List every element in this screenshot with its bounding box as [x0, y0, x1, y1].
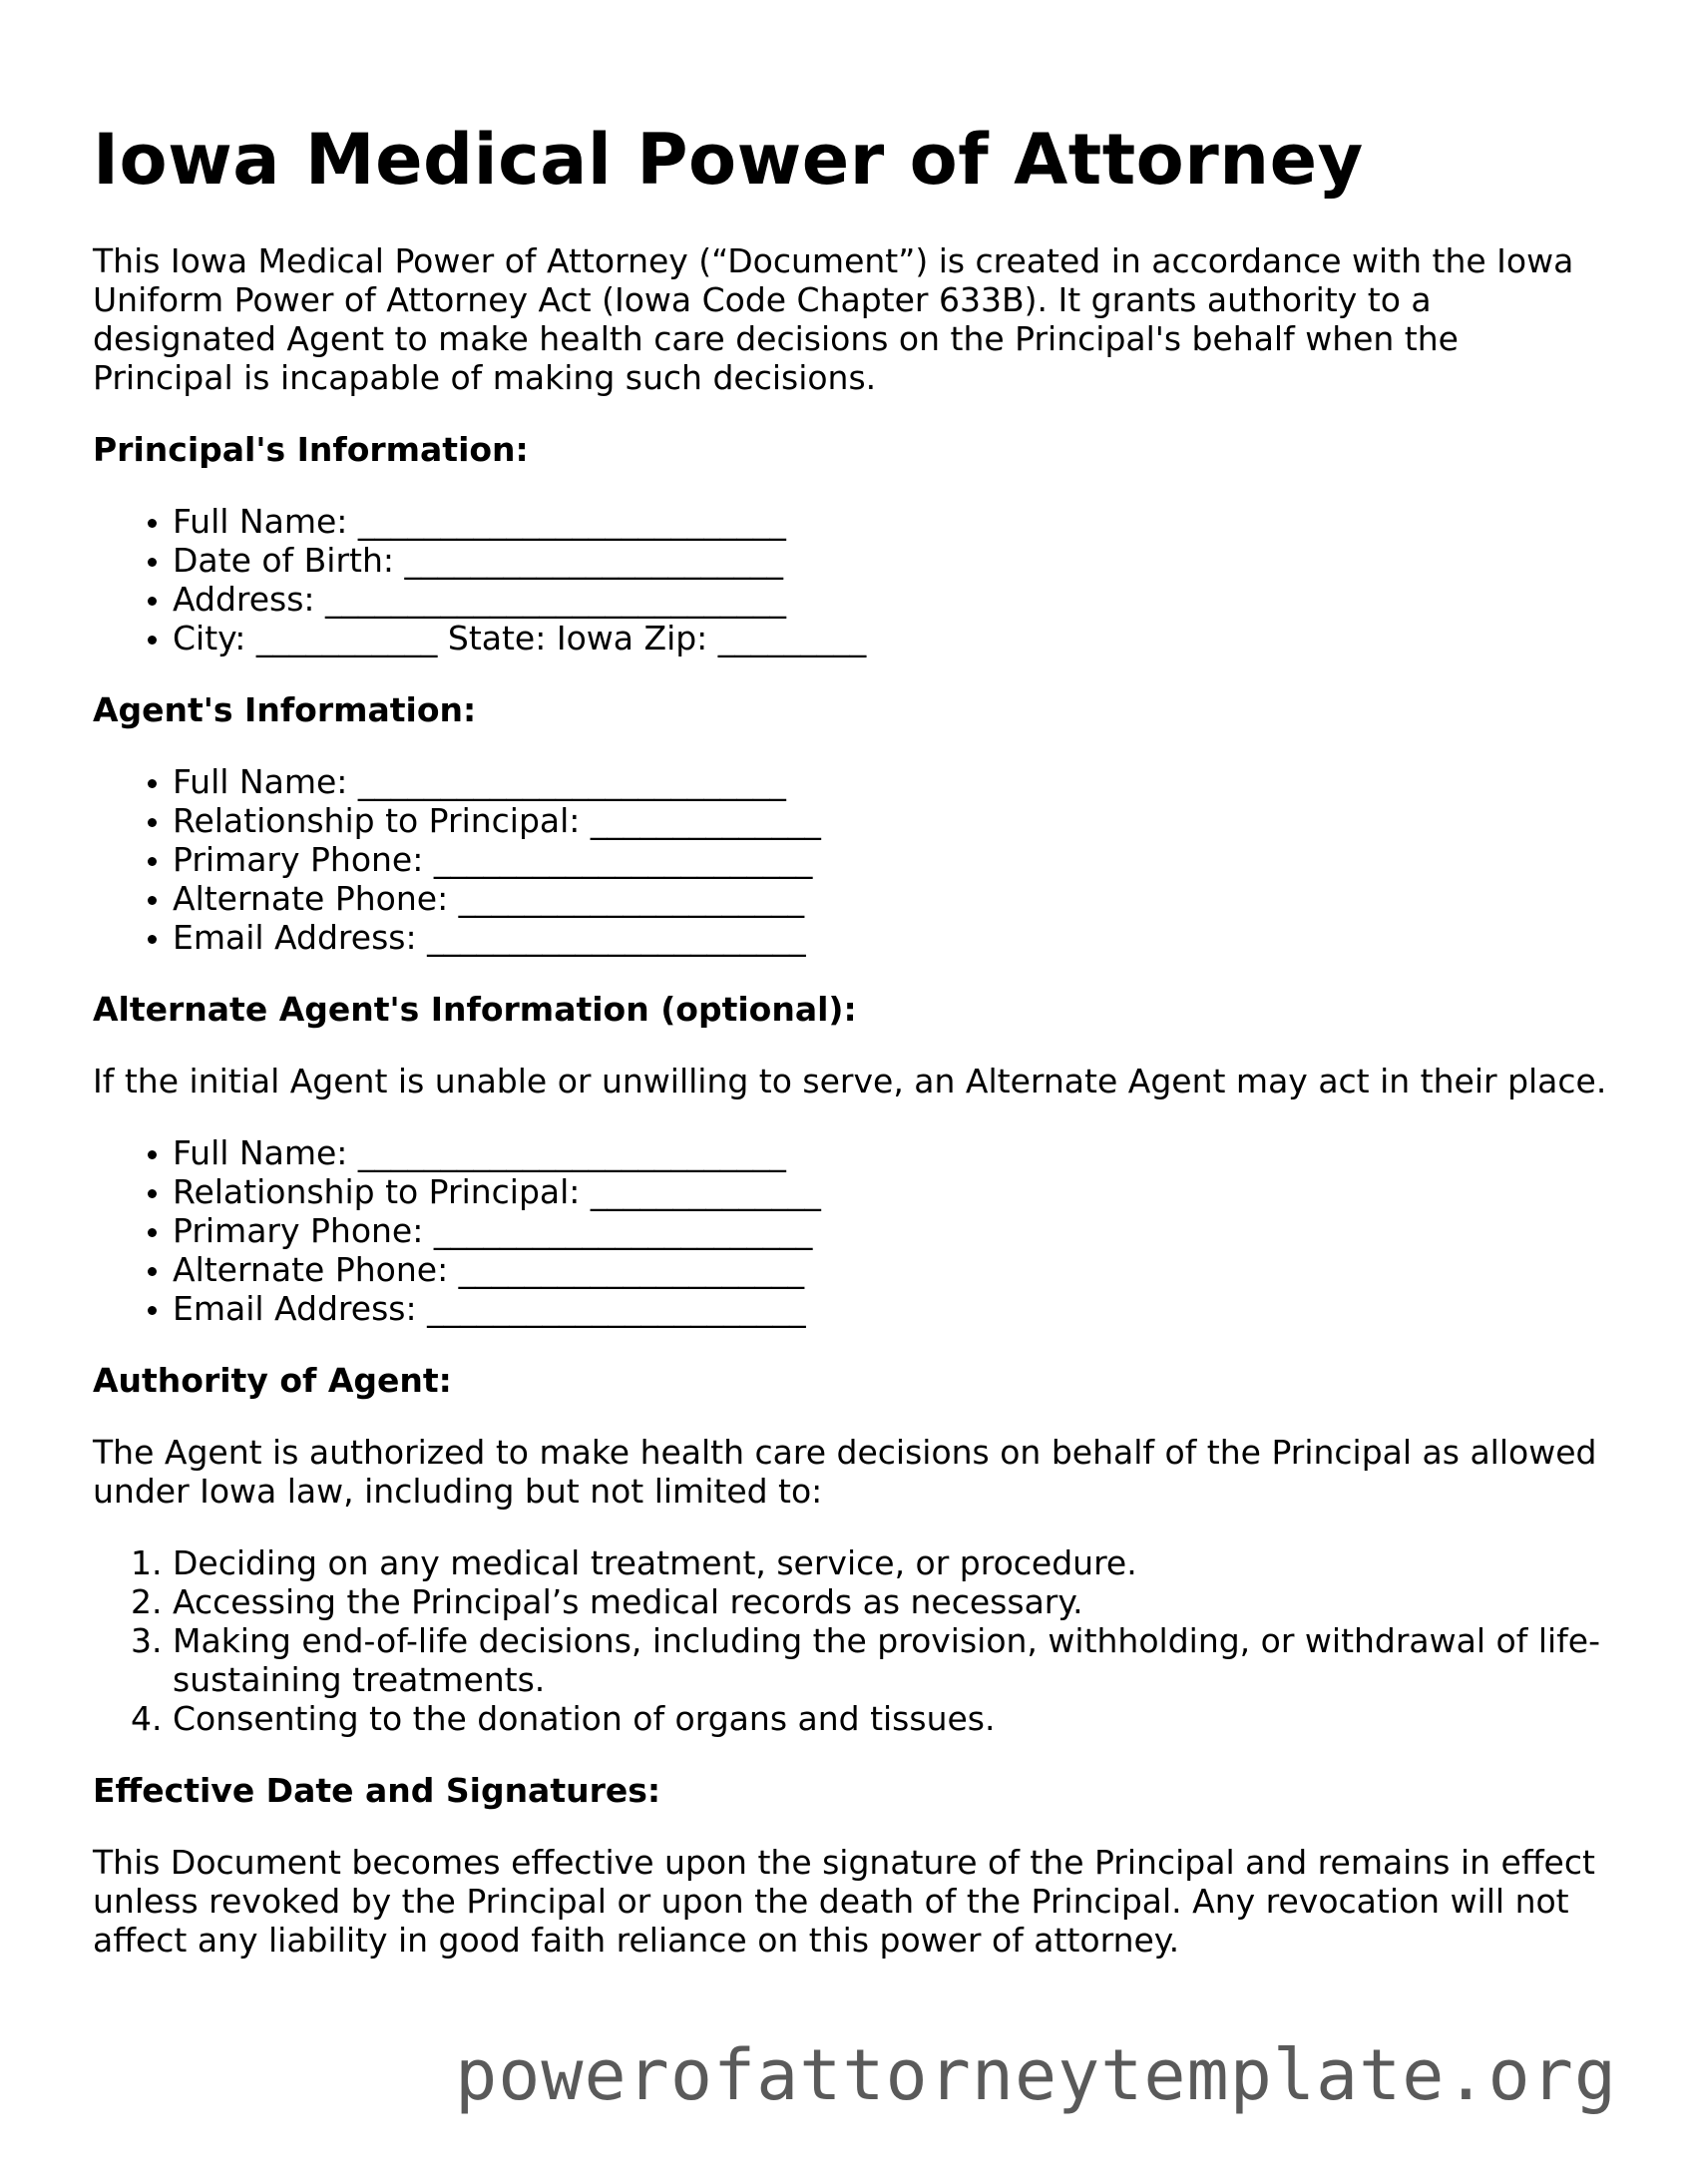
agent-alternate-phone: • Alternate Phone: _____________________: [173, 879, 1609, 918]
watermark: powerofattorneytemplate.org: [455, 2034, 1617, 2116]
principal-heading: Principal's Information:: [93, 430, 529, 469]
alternate-agent-alternate-phone: • Alternate Phone: _____________________: [173, 1250, 1609, 1289]
alternate-agent-list: [93, 1133, 1609, 1328]
principal-list: [93, 502, 1609, 657]
principal-city-state-zip: • City: ___________ State: Iowa Zip: _________: [173, 619, 1609, 657]
authority-list: [93, 1543, 1609, 1738]
principal-full-name: • Full Name: __________________________: [173, 502, 1609, 541]
agent-list: [93, 762, 1609, 957]
authority-item: 1. Deciding on any medical treatment, service, or procedure.: [173, 1543, 1609, 1582]
agent-relationship: • Relationship to Principal: ______________: [173, 801, 1609, 840]
agent-primary-phone: • Primary Phone: _______________________: [173, 840, 1609, 879]
authority-item: 3. Making end-of-life decisions, including the provision, withholding, or withdrawal of life-sustaining treatments.: [173, 1621, 1609, 1699]
document-title: Iowa Medical Power of Attorney: [93, 119, 1364, 201]
authority-heading: Authority of Agent:: [93, 1361, 452, 1400]
authority-text: The Agent is authorized to make health care decisions on behalf of the Principal as allowed under Iowa law, including but not limited to:: [93, 1433, 1597, 1511]
principal-address: • Address: ____________________________: [173, 580, 1609, 619]
agent-full-name: • Full Name: __________________________: [173, 762, 1609, 801]
document-page: [93, 0, 1609, 1960]
authority-item: 2. Accessing the Principal’s medical records as necessary.: [173, 1582, 1609, 1621]
intro-paragraph: This Iowa Medical Power of Attorney (“Document”) is created in accordance with the Iowa Uniform Power of Attorney Act (Iowa Code Chapter 633B). It grants authority to a designated Agent to make health care decisions on the Principal's behalf when the Principal is incapable of making such decisions.: [93, 241, 1574, 397]
effective-text: This Document becomes effective upon the signature of the Principal and remains in effect unless revoked by the Principal or upon the death of the Principal. Any revocation will not affect any liability in good faith reliance on this power of attorney.: [93, 1843, 1595, 1960]
alternate-agent-text: If the initial Agent is unable or unwilling to serve, an Alternate Agent may act in their place.: [93, 1062, 1607, 1100]
alternate-agent-heading: Alternate Agent's Information (optional):: [93, 990, 857, 1029]
authority-item: 4. Consenting to the donation of organs and tissues.: [173, 1699, 1609, 1738]
alternate-agent-primary-phone: • Primary Phone: _______________________: [173, 1211, 1609, 1250]
agent-email: • Email Address: _______________________: [173, 918, 1609, 957]
principal-dob: • Date of Birth: _______________________: [173, 541, 1609, 580]
agent-heading: Agent's Information:: [93, 690, 477, 729]
alternate-agent-relationship: • Relationship to Principal: ______________: [173, 1172, 1609, 1211]
alternate-agent-full-name: • Full Name: __________________________: [173, 1133, 1609, 1172]
effective-heading: Effective Date and Signatures:: [93, 1771, 661, 1810]
alternate-agent-email: • Email Address: _______________________: [173, 1289, 1609, 1328]
